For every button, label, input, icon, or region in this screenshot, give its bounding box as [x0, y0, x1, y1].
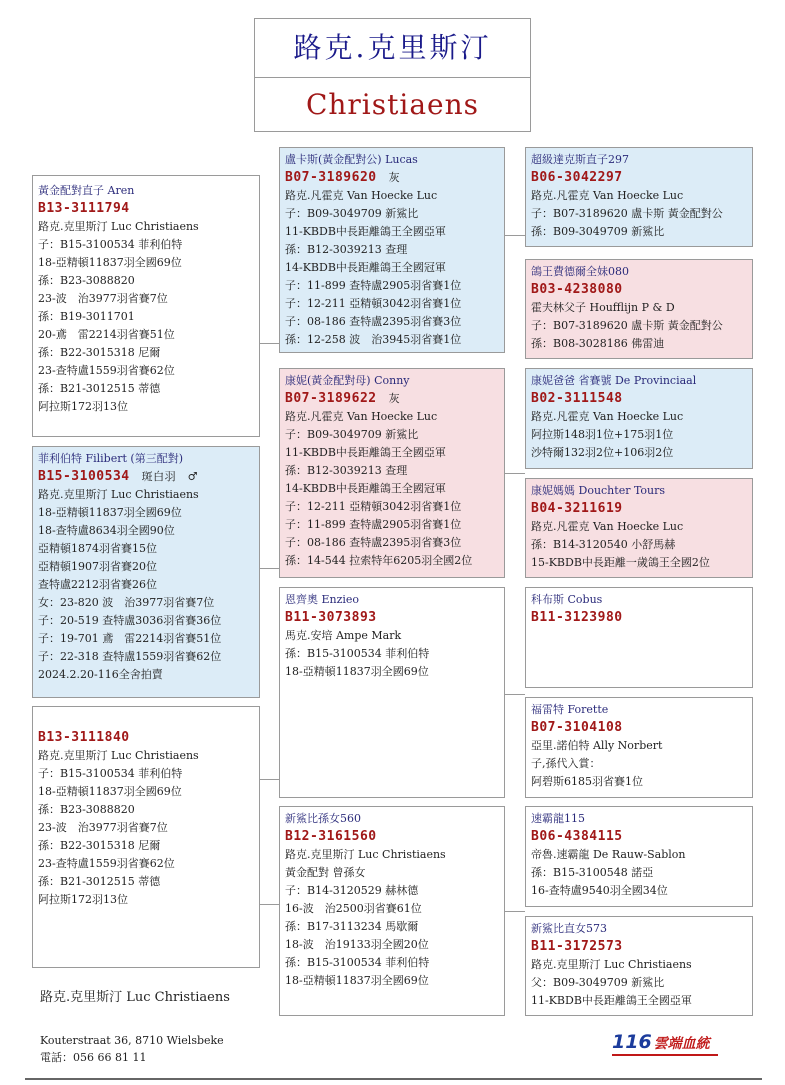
logo: [612, 1031, 710, 1053]
pedigree-line: 孫：B21-3012515 蒂德: [38, 875, 161, 888]
pedigree-box-ggp-6: [525, 697, 753, 798]
pedigree-line: 馬克.安培 Ampe Mark: [285, 629, 402, 642]
pigeon-name: 康妮媽媽 Douchter Tours: [531, 484, 666, 497]
pedigree-line: 23-波 治3977羽省賽7位: [38, 821, 168, 834]
pedigree-line: 子：11-899 查特盧2905羽省賽1位: [285, 518, 462, 531]
pedigree-line: 子：B15-3100534 菲利伯特: [38, 767, 183, 780]
page-title-chinese: 路克.克里斯汀: [255, 19, 530, 78]
pedigree-line: 16-查特盧9540羽全國34位: [531, 884, 668, 897]
pigeon-name: 速霸龍115: [531, 812, 585, 825]
ring-number: B07-3189622 灰: [285, 391, 401, 406]
pedigree-line: 子：12-211 亞精頓3042羽省賽1位: [285, 500, 462, 513]
ring-number: B13-3111840: [38, 730, 130, 745]
connector-line: [504, 473, 525, 474]
pigeon-name: 超級達克斯直子297: [531, 153, 629, 166]
pedigree-line: 20-鳶 雷2214羽省賽51位: [38, 328, 175, 341]
pedigree-box-dam-dam: [279, 806, 505, 1016]
ring-number: B11-3123980: [531, 610, 623, 625]
pedigree-line: 18-波 治19133羽全國20位: [285, 938, 429, 951]
pedigree-line: 路克.凡霍克 Van Hoecke Luc: [285, 189, 438, 202]
pedigree-line: 阿拉斯172羽13位: [38, 893, 128, 906]
pedigree-line: 孫：B17-3113234 馬歇爾: [285, 920, 419, 933]
pedigree-line: 查特盧2212羽省賽26位: [38, 578, 157, 591]
pedigree-line: 18-亞精頓11837羽全國69位: [285, 665, 429, 678]
connector-line: [504, 235, 525, 236]
pedigree-line: 路克.克里斯汀 Luc Christiaens: [38, 220, 199, 233]
ring-number: B11-3172573: [531, 939, 623, 954]
pigeon-name: 福雷特 Forette: [531, 703, 609, 716]
pedigree-line: 沙特爾132羽2位+106羽2位: [531, 446, 674, 459]
pedigree-line: 子：20-519 查特盧3036羽省賽36位: [38, 614, 222, 627]
ring-number: B07-3104108: [531, 720, 623, 735]
pigeon-name: 科布斯 Cobus: [531, 593, 603, 606]
pedigree-box-sire-dam: [279, 368, 505, 578]
pedigree-line: 女：23-820 波 治3977羽省賽7位: [38, 596, 215, 609]
pedigree-line: 子：22-318 查特盧1559羽省賽62位: [38, 650, 222, 663]
pigeon-name: 恩齊奧 Enzieo: [285, 593, 360, 606]
address: Kouterstraat 36, 8710 Wielsbeke: [40, 1034, 224, 1047]
pedigree-box-sire-sire: [279, 147, 505, 353]
pedigree-line: 阿拉斯172羽13位: [38, 400, 128, 413]
pedigree-line: 路克.凡霍克 Van Hoecke Luc: [531, 410, 684, 423]
bottom-divider: [25, 1078, 762, 1080]
ring-number: B03-4238080: [531, 282, 623, 297]
pedigree-line: 孫：12-258 波 治3945羽省賽1位: [285, 333, 462, 346]
pedigree-line: 2024.2.20-116全舍拍賣: [38, 668, 163, 681]
pedigree-line: 孫：B21-3012515 蒂德: [38, 382, 161, 395]
logo-underline: [612, 1054, 718, 1056]
pedigree-box-ggp-3: [525, 368, 753, 469]
pedigree-line: 孫：B09-3049709 新鯊比: [531, 225, 665, 238]
connector-line: [259, 779, 280, 780]
ring-number: B15-3100534 斑白羽 ♂: [38, 469, 198, 484]
pedigree-line: 路克.克里斯汀 Luc Christiaens: [38, 749, 199, 762]
logo-number: 116: [612, 1031, 652, 1053]
ring-number: B04-3211619: [531, 501, 623, 516]
pigeon-name: 黃金配對直子 Aren: [38, 184, 135, 197]
pedigree-line: 孫：B23-3088820: [38, 803, 135, 816]
pedigree-line: 子：B07-3189620 盧卡斯 黃金配對公: [531, 207, 723, 220]
pedigree-line: 路克.凡霍克 Van Hoecke Luc: [531, 520, 684, 533]
connector-line: [259, 904, 280, 905]
pedigree-line: 孫：B23-3088820: [38, 274, 135, 287]
pedigree-box-ggp-4: [525, 478, 753, 578]
pedigree-line: 孫：B08-3028186 佛雷迪: [531, 337, 665, 350]
pedigree-line: 11-KBDB中長距離鴿王全國亞軍: [285, 446, 446, 459]
connector-line: [259, 343, 280, 344]
ring-number: B06-4384115: [531, 829, 623, 844]
pedigree-line: 路克.凡霍克 Van Hoecke Luc: [285, 410, 438, 423]
pedigree-line: 孫：B22-3015318 尼爾: [38, 839, 161, 852]
pedigree-line: 18-亞精頓11837羽全國69位: [38, 506, 182, 519]
ring-number: B07-3189620 灰: [285, 170, 401, 185]
pedigree-line: 18-查特盧8634羽全國90位: [38, 524, 175, 537]
pedigree-line: 23-波 治3977羽省賽7位: [38, 292, 168, 305]
pedigree-line: 子：12-211 亞精頓3042羽省賽1位: [285, 297, 462, 310]
pedigree-line: 阿拉斯148羽1位+175羽1位: [531, 428, 674, 441]
pedigree-line: 子：B07-3189620 盧卡斯 黃金配對公: [531, 319, 723, 332]
title-box: [254, 18, 531, 132]
pedigree-line: 孫：B15-3100534 菲利伯特: [285, 956, 430, 969]
contact-info: [40, 1032, 224, 1066]
connector-line: [504, 694, 525, 695]
ring-number: B13-3111794: [38, 201, 130, 216]
pedigree-line: 孫：B15-3100534 菲利伯特: [285, 647, 430, 660]
pedigree-line: 亞里.諾伯特 Ally Norbert: [531, 739, 663, 752]
pedigree-line: 父：B09-3049709 新鯊比: [531, 976, 665, 989]
pedigree-box-subject: [32, 446, 260, 698]
pedigree-line: 子：08-186 查特盧2395羽省賽3位: [285, 536, 462, 549]
pedigree-line: 子：B09-3049709 新鯊比: [285, 207, 419, 220]
pedigree-line: 11-KBDB中長距離鴿王全國亞軍: [285, 225, 446, 238]
owner-name: 路克.克里斯汀 Luc Christiaens: [40, 990, 230, 1005]
connector-line: [259, 568, 280, 569]
pedigree-box-ggp-5: [525, 587, 753, 688]
pedigree-box-dam: [32, 706, 260, 968]
pedigree-line: 路克.克里斯汀 Luc Christiaens: [38, 488, 199, 501]
pedigree-line: 路克.克里斯汀 Luc Christiaens: [285, 848, 446, 861]
pedigree-line: 亞精頓1907羽省賽20位: [38, 560, 157, 573]
pedigree-line: 子：11-899 查特盧2905羽省賽1位: [285, 279, 462, 292]
pedigree-line: 23-查特盧1559羽省賽62位: [38, 364, 175, 377]
pedigree-line: 孫：14-544 拉索特年6205羽全國2位: [285, 554, 473, 567]
pedigree-line: 18-亞精頓11837羽全國69位: [38, 785, 182, 798]
pedigree-line: 15-KBDB中長距離一歲鴿王全國2位: [531, 556, 710, 569]
pigeon-name: 新鯊比孫女560: [285, 812, 361, 825]
pedigree-line: 16-波 治2500羽省賽61位: [285, 902, 422, 915]
pigeon-name: 盧卡斯(黃金配對公) Lucas: [285, 153, 418, 166]
pedigree-line: 23-查特盧1559羽省賽62位: [38, 857, 175, 870]
pedigree-line: 霍夫林父子 Houfflijn P & D: [531, 301, 675, 314]
pedigree-line: 路克.凡霍克 Van Hoecke Luc: [531, 189, 684, 202]
pedigree-line: 阿碧斯6185羽省賽1位: [531, 775, 643, 788]
phone: 電話：056 66 81 11: [40, 1051, 147, 1064]
pedigree-line: 子：08-186 查特盧2395羽省賽3位: [285, 315, 462, 328]
pedigree-line: 子：B15-3100534 菲利伯特: [38, 238, 183, 251]
pedigree-line: 14-KBDB中長距離鴿王全國冠軍: [285, 261, 446, 274]
page-title-english: Christiaens: [305, 88, 480, 121]
pigeon-name: 菲利伯特 Filibert (第三配對): [38, 452, 183, 465]
pigeon-name: 鴿王費德爾全妹080: [531, 265, 629, 278]
pigeon-name: 康妮爸爸 省賽號 De Provinciaal: [531, 374, 697, 387]
pedigree-line: 子,孫代入賞：: [531, 757, 601, 770]
pedigree-line: 孫：B14-3120540 小舒馬赫: [531, 538, 676, 551]
pedigree-line: 子：B09-3049709 新鯊比: [285, 428, 419, 441]
pigeon-name: 康妮(黃金配對母) Conny: [285, 374, 410, 387]
connector-line: [504, 911, 525, 912]
pedigree-line: 帝魯.速霸龍 De Rauw-Sablon: [531, 848, 686, 861]
ring-number: B02-3111548: [531, 391, 623, 406]
pedigree-line: 路克.克里斯汀 Luc Christiaens: [531, 958, 692, 971]
logo-text: 雲端血統: [653, 1036, 710, 1052]
pedigree-line: 子：B14-3120529 赫林德: [285, 884, 419, 897]
pedigree-line: 子：19-701 鳶 雷2214羽省賽51位: [38, 632, 222, 645]
pedigree-box-sire: [32, 175, 260, 437]
pedigree-line: 孫：B22-3015318 尼爾: [38, 346, 161, 359]
ring-number: B11-3073893: [285, 610, 377, 625]
pedigree-line: 孫：B19-3011701: [38, 310, 135, 323]
pedigree-line: 孫：B15-3100548 諾亞: [531, 866, 654, 879]
pedigree-box-ggp-2: [525, 259, 753, 359]
pedigree-line: 孫：B12-3039213 查理: [285, 464, 408, 477]
pedigree-box-ggp-7: [525, 806, 753, 907]
pedigree-line: 11-KBDB中長距離鴿王全國亞軍: [531, 994, 692, 1007]
pedigree-line: 孫：B12-3039213 查理: [285, 243, 408, 256]
pedigree-line: 18-亞精頓11837羽全國69位: [38, 256, 182, 269]
pedigree-line: 14-KBDB中長距離鴿王全國冠軍: [285, 482, 446, 495]
pedigree-line: 18-亞精頓11837羽全國69位: [285, 974, 429, 987]
pedigree-line: 亞精頓1874羽省賽15位: [38, 542, 157, 555]
pedigree-box-dam-sire: [279, 587, 505, 798]
ring-number: B06-3042297: [531, 170, 623, 185]
ring-number: B12-3161560: [285, 829, 377, 844]
pedigree-box-ggp-1: [525, 147, 753, 247]
pigeon-name: 新鯊比直女573: [531, 922, 607, 935]
pedigree-line: 黃金配對 曾孫女: [285, 866, 366, 879]
pedigree-box-ggp-8: [525, 916, 753, 1016]
